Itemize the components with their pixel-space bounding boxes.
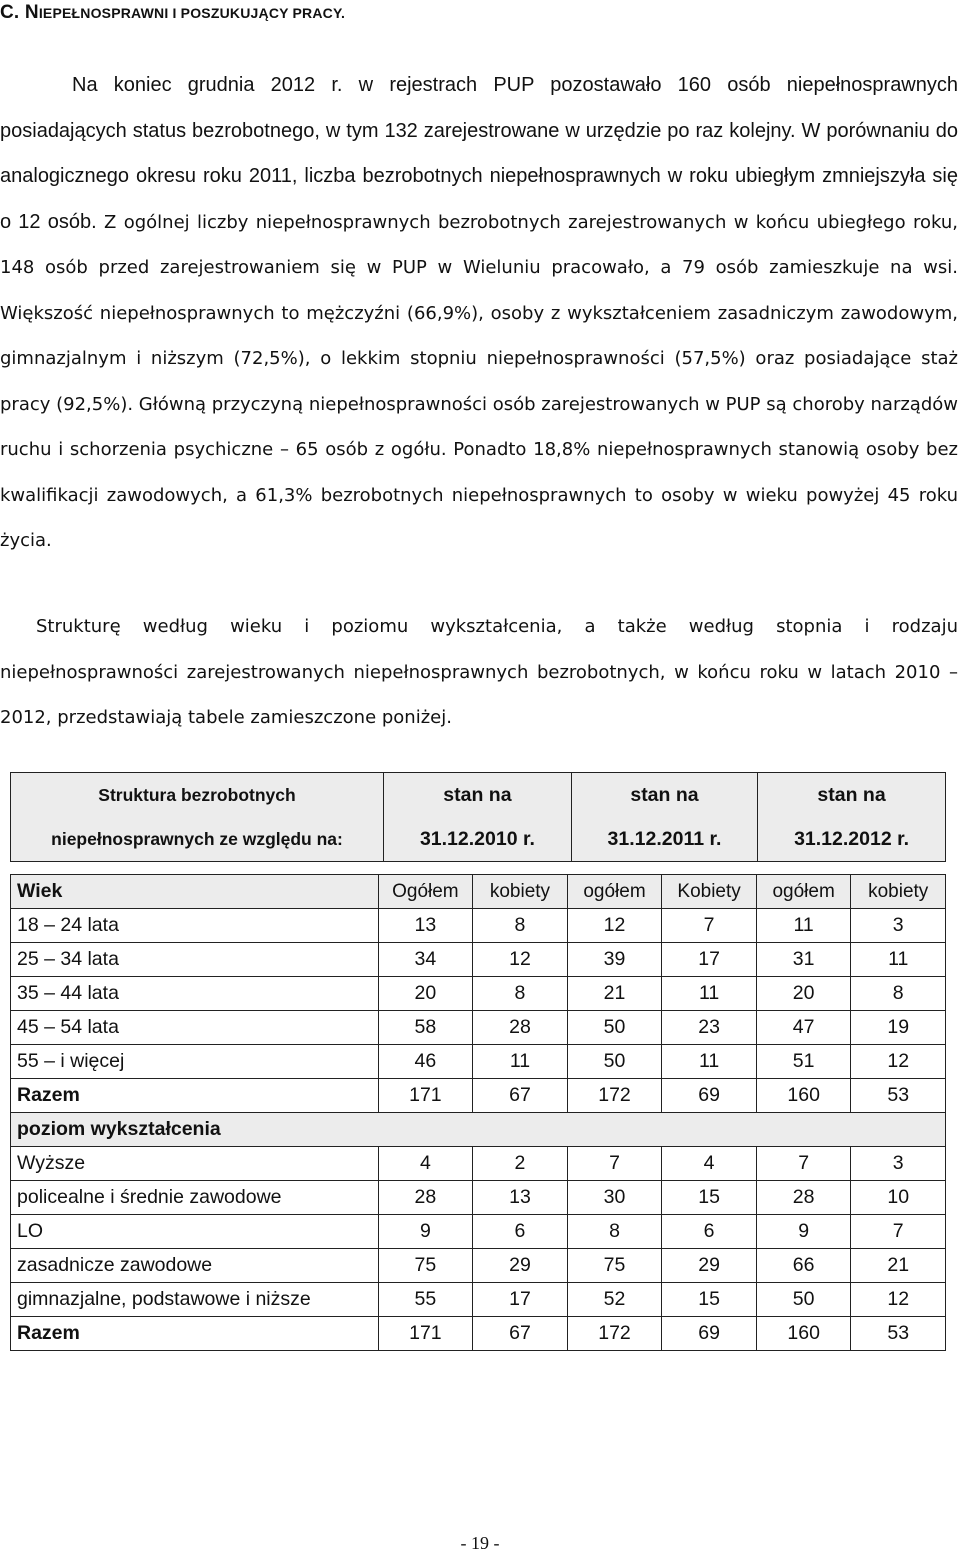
table-cell: 11 bbox=[473, 1045, 568, 1079]
table-cell: 21 bbox=[567, 977, 662, 1011]
table-cell: 75 bbox=[378, 1249, 473, 1283]
table-cell: 51 bbox=[756, 1045, 851, 1079]
table-cell: 4 bbox=[662, 1147, 757, 1181]
table-cell: 6 bbox=[473, 1215, 568, 1249]
table-cell: 4 bbox=[378, 1147, 473, 1181]
table-cell: 69 bbox=[662, 1079, 757, 1113]
table-cell: 50 bbox=[756, 1283, 851, 1317]
column-header: Ogółem bbox=[378, 875, 473, 909]
table-row bbox=[11, 943, 946, 977]
table-cell: 15 bbox=[662, 1181, 757, 1215]
table-row bbox=[11, 1147, 946, 1181]
table-row-edu-header bbox=[11, 1113, 946, 1147]
date-cell-2012 bbox=[758, 773, 946, 862]
row-label: 55 – i więcej bbox=[11, 1045, 379, 1079]
table-cell: 28 bbox=[378, 1181, 473, 1215]
table-cell: 46 bbox=[378, 1045, 473, 1079]
column-header: Kobiety bbox=[662, 875, 757, 909]
row-label: 35 – 44 lata bbox=[11, 977, 379, 1011]
table-cell: 55 bbox=[378, 1283, 473, 1317]
table-row bbox=[11, 1045, 946, 1079]
paragraph-1-part2: Z ogólnej liczby niepełnosprawnych bezrobotnych zarejestrowanych w końcu ubiegłego roku, 148 osób przed zarejestrowaniem się w PUP w Wieluniu pracowało, a 79 osób zamieszkuje na wsi. Większość niepełnosprawnych to mężczyźni (66,9%), osoby z wykształceniem zasadniczym zawodowym, gimnazjalnym i niższym (72,5%), o lekkim stopniu niepełnosprawności (57,5%) oraz posiadające staż pracy (92,5%). Główną przyczyną niepełnosprawności osób zarejestrowanych w PUP są choroby narządów ruchu i schorzenia psychiczne – 65 osób z ogółu. Ponadto 18,8% niepełnosprawnych stanowią osoby bez kwalifikacji zawodowych, a 61,3% bezrobotnych niepełnosprawnych to osoby w wieku powyżej 45 roku życia. bbox=[0, 211, 958, 551]
table-cell: 7 bbox=[851, 1215, 946, 1249]
table-cell: 2 bbox=[473, 1147, 568, 1181]
row-label: 25 – 34 lata bbox=[11, 943, 379, 977]
table-cell: 7 bbox=[567, 1147, 662, 1181]
stan-na-label: stan na bbox=[817, 784, 886, 806]
date-2011: 31.12.2011 r. bbox=[607, 828, 722, 850]
row-label: policealne i średnie zawodowe bbox=[11, 1181, 379, 1215]
paragraph-1-part1: Na koniec grudnia 2012 r. w rejestrach PUP pozostawało 160 osób niepełnosprawnych posiadających status bezrobotnego, w tym 132 zarejestrowane w urzędzie po raz kolejny. W porównaniu do analogicznego okresu roku 2011, liczba bezrobotnych niepełnosprawnych w roku ubiegłym zmniejszyła się o 12 osób. bbox=[0, 74, 958, 233]
table-cell: 172 bbox=[567, 1079, 662, 1113]
table-cell: 11 bbox=[756, 909, 851, 943]
table-header-row-wiek bbox=[11, 875, 946, 909]
table-cell: 15 bbox=[662, 1283, 757, 1317]
row-label: LO bbox=[11, 1215, 379, 1249]
table-cell: 11 bbox=[851, 943, 946, 977]
table-cell: 7 bbox=[662, 909, 757, 943]
header-wiek: Wiek bbox=[11, 875, 379, 909]
date-2010: 31.12.2010 r. bbox=[419, 828, 535, 850]
paragraph-1 bbox=[0, 63, 958, 564]
row-label: gimnazjalne, podstawowe i niższe bbox=[11, 1283, 379, 1317]
heading-prefix: C. N bbox=[0, 2, 39, 23]
table-cell: 160 bbox=[756, 1317, 851, 1351]
table-cell: 8 bbox=[567, 1215, 662, 1249]
row-label: Wyższe bbox=[11, 1147, 379, 1181]
table-cell: 58 bbox=[378, 1011, 473, 1045]
table-cell: 9 bbox=[378, 1215, 473, 1249]
table-cell: 6 bbox=[662, 1215, 757, 1249]
table-cell: 12 bbox=[567, 909, 662, 943]
table-cell: 17 bbox=[473, 1283, 568, 1317]
table-cell: 8 bbox=[473, 909, 568, 943]
row-label: 45 – 54 lata bbox=[11, 1011, 379, 1045]
table-cell: 30 bbox=[567, 1181, 662, 1215]
table-cell: 172 bbox=[567, 1317, 662, 1351]
table-cell: 29 bbox=[662, 1249, 757, 1283]
table-cell: 23 bbox=[662, 1011, 757, 1045]
page-number: - 19 - bbox=[460, 1533, 500, 1553]
table-cell: 12 bbox=[851, 1045, 946, 1079]
row-label-total: Razem bbox=[11, 1317, 379, 1351]
table-cell: 160 bbox=[756, 1079, 851, 1113]
column-header: ogółem bbox=[756, 875, 851, 909]
table-cell: 31 bbox=[756, 943, 851, 977]
table-cell: 8 bbox=[851, 977, 946, 1011]
table-cell: 12 bbox=[473, 943, 568, 977]
data-table-body bbox=[11, 875, 946, 1351]
paragraph-2: Strukturę według wieku i poziomu wykształcenia, a także według stopnia i rodzaju niepełnosprawności zarejestrowanych niepełnosprawnych bezrobotnych, w końcu roku w latach 2010 – 2012, przedstawiają tabele zamieszczone poniżej. bbox=[0, 616, 958, 728]
table-row-total bbox=[11, 1317, 946, 1351]
table-cell: 7 bbox=[756, 1147, 851, 1181]
table-row bbox=[11, 977, 946, 1011]
table-cell: 50 bbox=[567, 1045, 662, 1079]
table-cell: 69 bbox=[662, 1317, 757, 1351]
table-row bbox=[11, 1283, 946, 1317]
table-cell: 28 bbox=[473, 1011, 568, 1045]
table-cell: 13 bbox=[378, 909, 473, 943]
structure-label-line1: Struktura bezrobotnych bbox=[98, 785, 296, 805]
table-cell: 9 bbox=[756, 1215, 851, 1249]
table-row-total bbox=[11, 1079, 946, 1113]
table-cell: 47 bbox=[756, 1011, 851, 1045]
table-cell: 67 bbox=[473, 1079, 568, 1113]
data-table bbox=[10, 874, 946, 1351]
table-cell: 3 bbox=[851, 1147, 946, 1181]
edu-header: poziom wykształcenia bbox=[11, 1113, 946, 1147]
table-cell: 171 bbox=[378, 1079, 473, 1113]
table-row bbox=[11, 1215, 946, 1249]
heading-rest: IEPEŁNOSPRAWNI I POSZUKUJĄCY PRACY. bbox=[38, 5, 346, 21]
table-row bbox=[11, 1249, 946, 1283]
table-cell: 52 bbox=[567, 1283, 662, 1317]
date-cell-2010 bbox=[384, 773, 572, 862]
table-cell: 11 bbox=[662, 1045, 757, 1079]
table-header bbox=[10, 772, 946, 862]
table-cell: 10 bbox=[851, 1181, 946, 1215]
date-2012: 31.12.2012 r. bbox=[794, 828, 910, 850]
table-cell: 12 bbox=[851, 1283, 946, 1317]
table-cell: 3 bbox=[851, 909, 946, 943]
table-cell: 20 bbox=[756, 977, 851, 1011]
section-heading bbox=[0, 2, 345, 24]
table-cell: 19 bbox=[851, 1011, 946, 1045]
table-cell: 21 bbox=[851, 1249, 946, 1283]
table-cell: 34 bbox=[378, 943, 473, 977]
table-cell: 20 bbox=[378, 977, 473, 1011]
row-label: 18 – 24 lata bbox=[11, 909, 379, 943]
table-cell: 171 bbox=[378, 1317, 473, 1351]
table-cell: 8 bbox=[473, 977, 568, 1011]
table-cell: 53 bbox=[851, 1079, 946, 1113]
row-label: zasadnicze zawodowe bbox=[11, 1249, 379, 1283]
structure-label-line2: niepełnosprawnych ze względu na: bbox=[51, 829, 343, 849]
tables-container bbox=[10, 772, 946, 1351]
table-cell: 53 bbox=[851, 1317, 946, 1351]
column-header: kobiety bbox=[473, 875, 568, 909]
table-cell: 39 bbox=[567, 943, 662, 977]
structure-label-cell bbox=[11, 773, 384, 862]
table-cell: 66 bbox=[756, 1249, 851, 1283]
column-header: ogółem bbox=[567, 875, 662, 909]
stan-na-label: stan na bbox=[443, 784, 512, 806]
date-cell-2011 bbox=[571, 773, 757, 862]
table-cell: 11 bbox=[662, 977, 757, 1011]
table-row bbox=[11, 1011, 946, 1045]
table-cell: 67 bbox=[473, 1317, 568, 1351]
table-cell: 75 bbox=[567, 1249, 662, 1283]
table-cell: 17 bbox=[662, 943, 757, 977]
table-cell: 50 bbox=[567, 1011, 662, 1045]
table-cell: 13 bbox=[473, 1181, 568, 1215]
stan-na-label: stan na bbox=[630, 784, 699, 806]
table-cell: 28 bbox=[756, 1181, 851, 1215]
table-cell: 29 bbox=[473, 1249, 568, 1283]
table-row bbox=[11, 909, 946, 943]
column-header: kobiety bbox=[851, 875, 946, 909]
table-header-row bbox=[11, 773, 946, 862]
table-row bbox=[11, 1181, 946, 1215]
row-label-total: Razem bbox=[11, 1079, 379, 1113]
